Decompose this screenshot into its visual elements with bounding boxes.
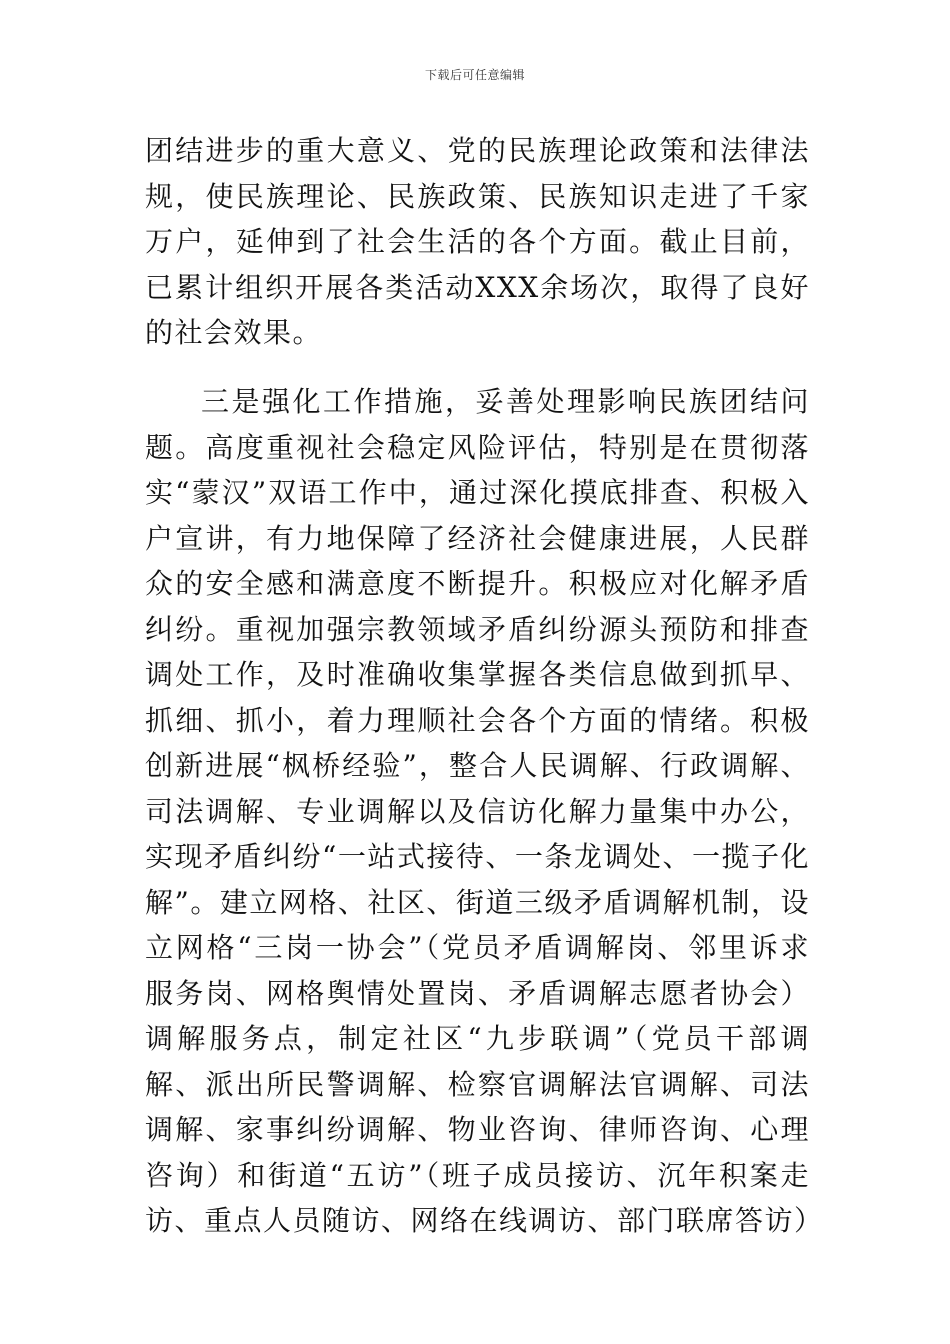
body-paragraph-1: 团结进步的重大意义、党的民族理论政策和法律法规，使民族理论、民族政策、民族知识走进了千家万户，延伸到了社会生活的各个方面。截止目前，已累计组织开展各类活动XXX余场次，取得了良好的社会效果。 (145, 134, 810, 349)
body-paragraph-2: 三是强化工作措施，妥善处理影响民族团结问题。高度重视社会稳定风险评估，特别是在贯彻落实“蒙汉”双语工作中，通过深化摸底排查、积极入户宣讲，有力地保障了经济社会健康进展，人民群众的安全感和满意度不断提升。积极应对化解矛盾纠纷。重视加强宗教领域矛盾纠纷源头预防和排查调处工作，及时准确收集掌握各类信息做到抓早、抓细、抓小，着力理顺社会各个方面的情绪。积极创新进展“枫桥经验”，整合人民调解、行政调解、司法调解、专业调解以及信访化解力量集中办公，实现矛盾纠纷“一站式接待、一条龙调处、一揽子化解”。建立网格、社区、街道三级矛盾调解机制，设立网格“三岗一协会”（党员矛盾调解岗、邻里诉求服务岗、网格舆情处置岗、矛盾调解志愿者协会）调解服务点，制定社区“九步联调”（党员干部调解、派出所民警调解、检察官调解法官调解、司法调解、家事纠纷调解、物业咨询、律师咨询、心理咨询）和街道“五访”（班子成员接访、沉年积案走访、重点人员随访、网络在线调访、部门联席答访） (145, 385, 824, 1237)
header-note: 下载后可任意编辑 (424, 68, 525, 82)
